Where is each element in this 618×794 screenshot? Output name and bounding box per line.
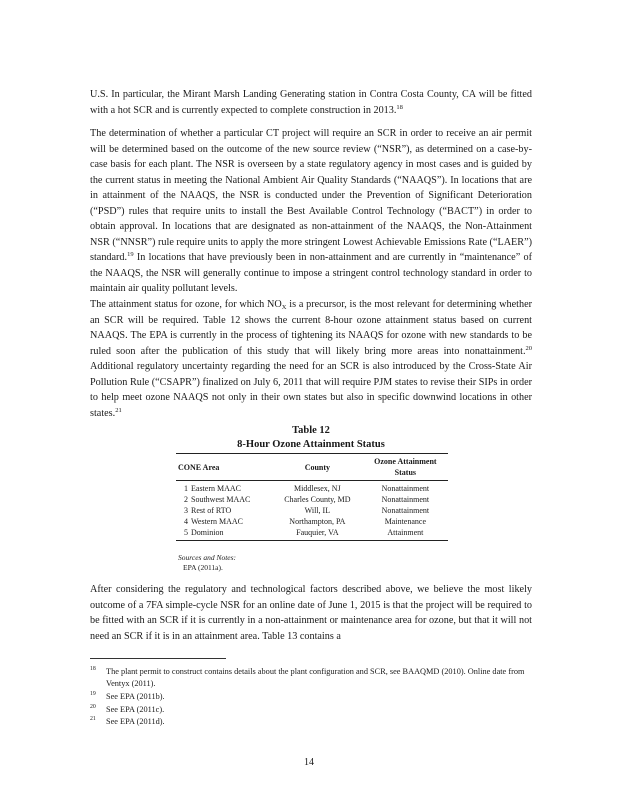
footnote-ref-19[interactable]: 19 [127, 251, 134, 258]
paragraph-nsr-determination [90, 126, 532, 297]
footnote-number: 19 [90, 691, 96, 697]
header-cone-area: CONE Area [176, 454, 272, 481]
footnote-ref-21[interactable]: 21 [115, 406, 122, 414]
row-number: 5 [176, 527, 191, 541]
county-cell: Northampton, PA [289, 517, 346, 526]
table-row [176, 516, 448, 527]
cone-area-cell: Western MAAC [191, 517, 244, 526]
paragraph-ozone-text-c: Additional regulatory uncertainty regarding the need for an SCR is also introduced by the Cross-State Air Pollution Rule (“CSAPR”) finalized on July 6, 2011 that will require PJM states to revise their SIPs in order to help meet ozone NAAQS not only in their own states but also in specific downwind locations in other states. [90, 361, 532, 419]
paragraph-ozone-attainment [90, 297, 532, 421]
status-cell: Nonattainment [381, 495, 430, 504]
footnote-20 [90, 704, 532, 716]
paragraph-ozone-text-b: is a precursor, is the most relevant for determining whether an SCR will be required. Table 12 shows the current 8-hour ozone attainment status based on current NAAQS. The EPA is currently in the process of tightening its NAAQS for ozone with new standards to be ruled soon after the publication of this study that will likely bring more areas into nonattainment. [90, 299, 532, 357]
paragraph-mirant [90, 87, 532, 118]
status-cell: Nonattainment [381, 506, 430, 515]
cone-area-cell: Dominion [191, 527, 272, 541]
row-number: 2 [184, 495, 188, 504]
header-county: County [272, 454, 363, 481]
cone-area-cell: Rest of RTO [191, 506, 232, 515]
nox-subscript: X [281, 304, 287, 311]
table-row [176, 505, 448, 516]
footnote-19 [90, 691, 532, 703]
county-cell: Charles County, MD [284, 495, 351, 504]
paragraph-nsr-text-a: The determination of whether a particular CT project will require an SCR in order to receive an air permit will be determined based on the outcome of the new source review (“NSR”), as determined on a case-by-case basis for each plant. The NSR is overseen by a state regulatory agency in most cases and is guided by the current status in meeting the National Ambient Air Quality Standards (“NAAQS”). In locations that are in attainment of the NAAQS, the NSR is conducted under the Prevention of Significant Deterioration (“PSD”) rules that require units to install the Best Available Control Technology (“BACT”) in order to obtain approval. In locations that are designated as non-attainment of the NAAQS, the Non-Attainment NSR (“NNSR”) rule require units to apply the more stringent Lowest Achievable Emissions Rate (“LAER”) standard. [90, 128, 532, 263]
header-ozone-status [363, 454, 448, 481]
footnote-text: The plant permit to construct contains details about the plant configuration and SCR, see BAAQMD (2010). Online date from Ventyx (2011). [106, 667, 525, 688]
sources-heading: Sources and Notes: [178, 553, 237, 562]
footnote-ref-20[interactable]: 20 [525, 344, 532, 352]
footnote-text: See EPA (2011d). [106, 717, 165, 726]
footnote-ref-18[interactable]: 18 [396, 103, 403, 111]
paragraph-conclusion: After considering the regulatory and technological factors described above, we believe the most likely outcome of a 7FA simple-cycle NSR for an online date of June 1, 2015 is that the project will be required to be fitted with an SCR if it is currently in a non-attainment or maintenance area for ozone, but that it will not need an SCR if it is in an attainment area. Table 13 contains a [90, 584, 532, 642]
footnote-text: See EPA (2011b). [106, 692, 165, 701]
ozone-attainment-table [176, 453, 448, 541]
status-cell: Nonattainment [381, 484, 430, 493]
county-cell: Will, IL [304, 506, 331, 515]
row-number: 4 [184, 517, 188, 526]
status-cell: Maintenance [384, 517, 426, 526]
table-header-row [176, 454, 448, 481]
cone-area-cell: Southwest MAAC [191, 495, 251, 504]
row-number: 1 [184, 484, 188, 493]
table-title: 8-Hour Ozone Attainment Status [237, 439, 385, 450]
page-number: 14 [304, 757, 314, 768]
footnote-divider [90, 658, 226, 659]
sources-citation: EPA (2011a). [183, 563, 223, 572]
table-number: Table 12 [292, 425, 330, 436]
table-sources [178, 553, 236, 573]
footnote-number: 21 [90, 716, 96, 722]
status-cell: Attainment [363, 527, 448, 541]
footnote-number: 20 [90, 704, 96, 710]
footnote-number: 18 [90, 666, 96, 672]
table-row [176, 527, 448, 541]
paragraph-ozone-text-a: The attainment status for ozone, for which NO [90, 299, 282, 310]
header-status-line2: Status [394, 468, 417, 477]
row-number: 3 [184, 506, 188, 515]
cone-area-cell: Eastern MAAC [191, 484, 241, 493]
footnote-text: See EPA (2011c). [106, 705, 165, 714]
table-row [176, 481, 448, 495]
table-row [176, 494, 448, 505]
header-status-line1: Ozone Attainment [374, 457, 437, 466]
footnote-18 [90, 666, 532, 689]
paragraph-mirant-text: U.S. In particular, the Mirant Marsh Landing Generating station in Contra Costa County, CA will be fitted with a hot SCR and is currently expected to complete construction in 2013. [90, 89, 532, 116]
footnote-21 [90, 716, 532, 728]
county-cell: Fauquier, VA [272, 527, 363, 541]
paragraph-nsr-text-b: In locations that have previously been in non-attainment and are currently in “maintenance” of the NAAQS, the NSR will generally continue to impose a stringent control technology standard in order to maintain air quality pollutant levels. [90, 252, 532, 294]
county-cell: Middlesex, NJ [294, 484, 341, 493]
